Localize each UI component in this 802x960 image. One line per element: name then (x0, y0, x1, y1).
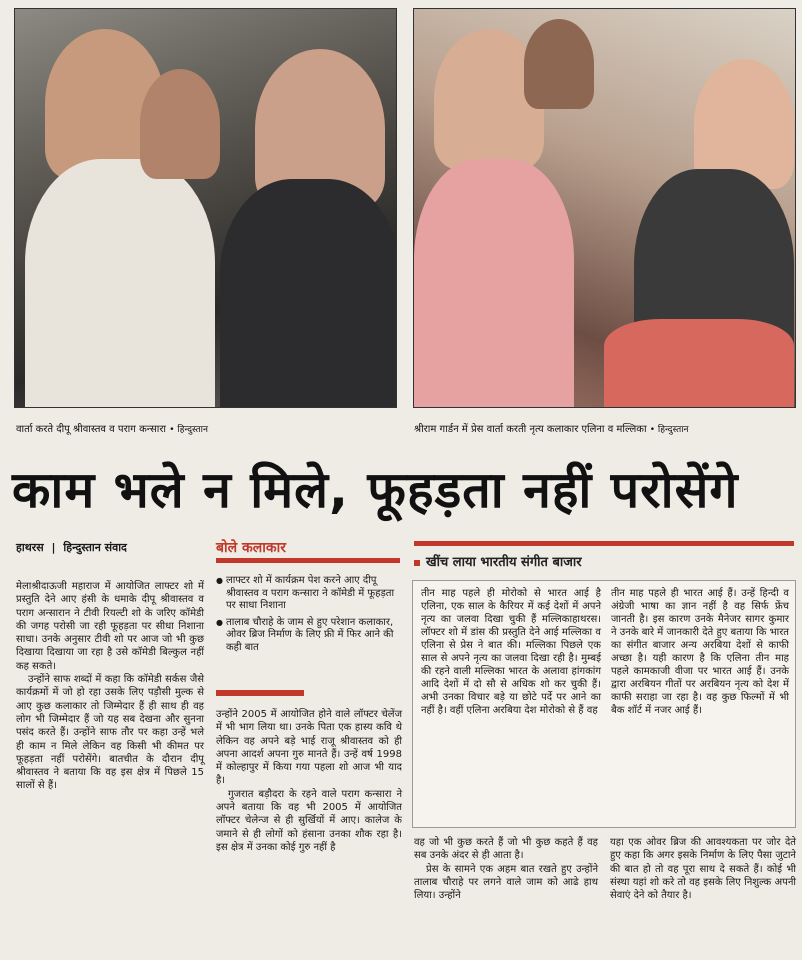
paragraph: गुजरात बड़ौदरा के रहने वाले पराग कन्सारा ने अपने बताया कि वह भी 2005 में आयोजित लॉफ्टर चेलेन्ज से ही सुर्खियों में आए। कालेज के जमाने से ही लोगों को हंसाना उनका शौक रहा है। इस क्षेत्र में उनका कोई गुरु नहीं है (216, 788, 402, 853)
boxed-story (412, 580, 796, 828)
caption-right-credit: • हिन्दुस्तान (649, 425, 689, 435)
byline-source: हिन्दुस्तान संवाद (63, 541, 127, 554)
caption-left (16, 424, 208, 436)
article-column-3 (414, 836, 598, 902)
article-column-1 (16, 580, 204, 793)
sidebar-rule-top (216, 558, 400, 563)
sidebar-bullet: ● लाफ्टर शो में कार्यक्रम पेश करने आए दीपू श्रीवास्तव व पराग कन्सारा ने कॉमेडी में फूहड़ता पर साधा निशाना (216, 575, 402, 613)
sidebar-bullets (216, 575, 402, 658)
sidebar-bullet: ● तालाब चौराहे के जाम से हुए परेशान कलाकार, ओवर ब्रिज निर्माण के लिए फ्री में फिर आने की कही बात (216, 617, 402, 655)
box-heading: खींच लाया भारतीय संगीत बाजार (414, 552, 582, 570)
byline-place: हाथरस (16, 541, 44, 554)
paragraph: उन्होंने साफ शब्दों में कहा कि कॉमेडी सर्कस जैसे कार्यक्रमों में जो हो रहा उसके लिए पड़ौसी मुल्क से आए कुछ कलाकार तो जिम्मेदार हैं ही साथ ही वह लोग भी जिम्मेदार हैं जो यह सब देखना और सुनना पसंद करते हैं। उन्होंने साफ तौर पर कहा उन्हें भले ही काम न मिले लेकिन वह किसी भी कीमत पर फूहड़ता नहीं परोसेंगे। बातचीत के दौरान दीपू श्रीवास्तव ने बताया कि वह इस क्षेत्र में पिछले 15 सालों से हैं। (16, 674, 204, 792)
caption-right-text: श्रीराम गार्डन में प्रेस वार्ता करती नृत्य कलाकार एलिना व मल्लिका (414, 424, 647, 435)
person-jacket (220, 179, 397, 408)
box-column-right: तीन माह पहले ही भारत आई हैं। उन्हें हिन्दी व अंग्रेजी भाषा का ज्ञान नहीं है वह सिर्फ फ्रेंच जानती है। इस कारण उनके मैनेजर सागर कुमार ने उनके बारे में जानकारी देते हुए बताया कि भारत का संगीत बाजार अन्य अरबिया देशों से काफी अच्छा है। यही कारण है कि एलिना तीन माह पहले कामकाजी वीजा पर भारत आई हैं। उनके द्वारा अरबियन गीतों पर अरबियन नृत्य को देश में काफी सराहा जा रहा है। वह कुछ फिल्मों में भी बैक शॉर्ट में नजर आई हैं। (611, 588, 789, 716)
article-column-4 (610, 836, 796, 902)
person-shirt (25, 159, 215, 408)
person-face (524, 19, 594, 109)
person-pants (604, 319, 794, 408)
box-rule (414, 541, 794, 546)
caption-right (414, 424, 689, 436)
paragraph: उन्होंने 2005 में आयोजित होने वाले लॉफ्टर चेलेंज में भी भाग लिया था। उनके पिता एक हास्य कवि थे लेकिन वह अपने बड़े भाई राजू श्रीवास्तव को ही अपना आदर्श अपना गुरु मानते हैं। उन्हें वर्ष 1998 में कोल्हापुर में किया गया पहला शो आज भी याद है। (216, 709, 402, 787)
caption-left-credit: • हिन्दुस्तान (169, 425, 208, 435)
person-tshirt (414, 159, 574, 408)
paragraph: यहा एक ओवर ब्रिज की आवश्यकता पर जोर देते हुए कहा कि अगर इसके निर्माण के लिए पैसा जुटाने की बात हो तो वह पूरा साथ दे सकते हैं। कोई भी संस्था यहां शो करे तो वह इसके लिए निशुल्क अपनी सेवाएं देने को तैयार है। (610, 837, 796, 902)
sidebar-rule-bottom (216, 690, 304, 696)
caption-left-text: वार्ता करते दीपू श्रीवास्तव व पराग कन्सारा (16, 424, 167, 435)
sidebar-heading: बोले कलाकार (216, 540, 286, 556)
paragraph: मेलाश्रीदाऊजी महाराज में आयोजित लाफ्टर शो में प्रस्तुति देने आए हंसी के धमाके दीपू श्रीवास्तव व पराग अन्सारान ने टीवी रियल्टी शो के जरिए कॉमेडी की जगह परोसी जा रही फूहड़ता पर सीधा निशाना साधा। उनके अनुसार टीवी शो पर आज जो भी कुछ दिखाया दिखाया जा रहा है उसे कॉमेडी बिल्कुल नहीं कह सकते। (16, 581, 204, 672)
photo-dancers (413, 8, 796, 408)
photo-comedians (14, 8, 397, 408)
headline: काम भले न मिले, फूहड़ता नहीं परोसेंगे (12, 461, 739, 519)
box-column-left: तीन माह पहले ही मोरोको से भारत आई है एलिना, एक साल के कैरियर में कई देशों में अपने नृत्य का जलवा दिखा चुकी हैं मल्लिकाहाथरस। लॉफ्टर शो में डांस की प्रस्तुति देने आई मल्लिका व एलिना से प्रेस ने बात की। मल्लिका पिछले एक साल से अपने नृत्य का जलवा दिखा रही है। मुम्बई की रहने वाली मल्लिका भारत के अलावा हांगकांग आदि देशों में दो सौ से अधिक शो कर चुकी हैं। अभी उनका विचार बड़े या छोटे पर्दे पर आने का नहीं है। वहीं एलिना अरबिया देश मोरोको से हैं वह (421, 588, 601, 716)
paragraph: प्रेस के सामने एक अहम बात रखते हुए उन्होंने तालाब चौराहे पर लगने वाले जाम को आढे हाथ लिया। उन्होंने (414, 863, 598, 902)
paragraph: वह जो भी कुछ करते हैं जो भी कुछ कहते हैं वह सब उनके अंदर से ही आता है। (414, 837, 598, 862)
article-column-2 (216, 708, 402, 854)
person-face (140, 69, 220, 179)
byline: हाथरस | हिन्दुस्तान संवाद (16, 541, 127, 554)
